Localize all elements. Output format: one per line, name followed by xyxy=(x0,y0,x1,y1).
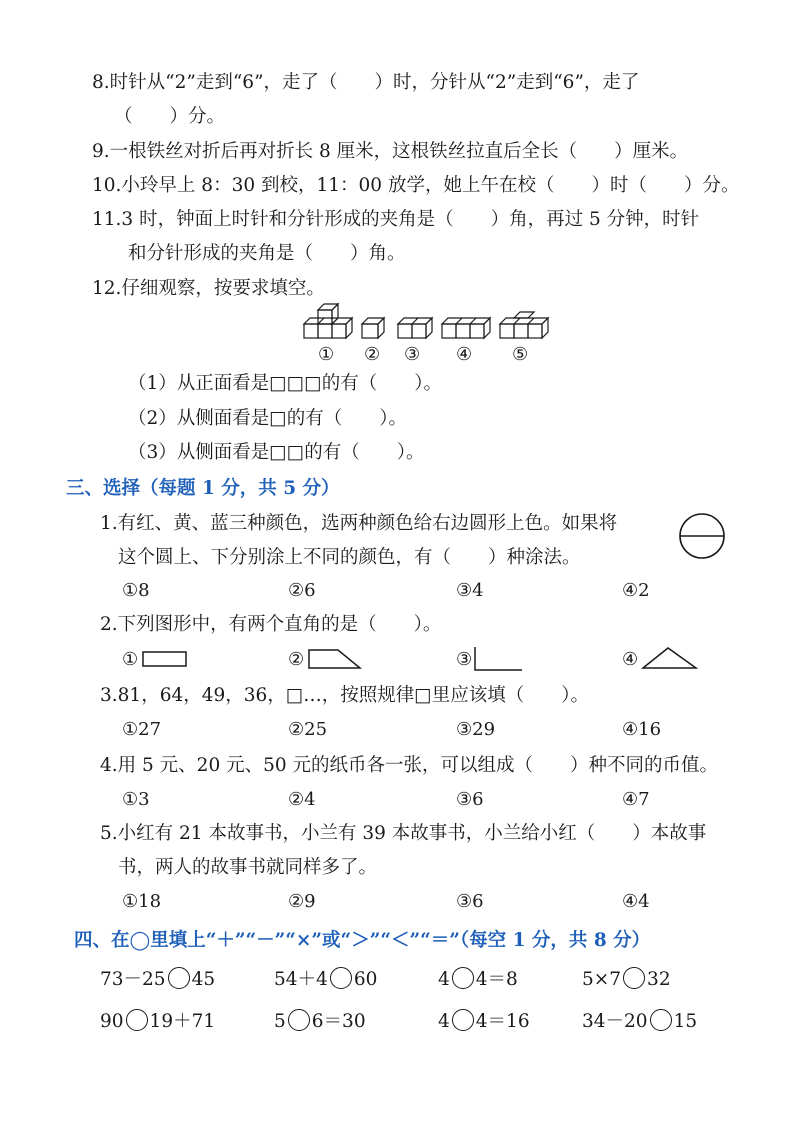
answer-circle[interactable] xyxy=(330,967,352,989)
compare-left: 34－20 xyxy=(582,1011,648,1032)
question-12-sub3: （3）从侧面看是□□的有（ ）。 xyxy=(128,442,425,463)
compare-left: 54＋4 xyxy=(274,969,328,990)
question-12: 12.仔细观察，按要求填空。 xyxy=(92,278,325,299)
choice-5-line1: 5.小红有 21 本故事书，小兰有 39 本故事书，小兰给小红（ ）本故事 xyxy=(100,823,707,844)
triangle-shape xyxy=(642,646,698,670)
choice-4-option-1: ①3 xyxy=(122,789,150,810)
compare-item xyxy=(274,1009,366,1035)
choice-2-option-4: ④ xyxy=(622,649,639,670)
choice-4-option-2: ②4 xyxy=(288,789,316,810)
cube-figure-2 xyxy=(362,318,384,338)
compare-left: 90 xyxy=(100,1011,124,1032)
choice-3: 3.81，64，49，36，□…，按照规律□里应该填（ ）。 xyxy=(100,685,590,706)
choice-2: 2.下列图形中，有两个直角的是（ ）。 xyxy=(100,614,442,635)
answer-circle[interactable] xyxy=(168,967,190,989)
compare-right: 4＝16 xyxy=(475,1011,530,1032)
choice-1-option-3: ③4 xyxy=(456,580,484,601)
compare-item xyxy=(438,1009,530,1035)
right-trapezoid-shape xyxy=(308,648,362,670)
choice-2-option-2: ② xyxy=(288,649,305,670)
choice-3-option-3: ③29 xyxy=(456,719,496,740)
compare-left: 5×7 xyxy=(582,969,622,990)
choice-1-option-2: ②6 xyxy=(288,580,316,601)
compare-item xyxy=(100,1009,215,1035)
compare-right: 6＝30 xyxy=(311,1011,366,1032)
cube-figure-3 xyxy=(398,318,432,338)
choice-2-option-3: ③ xyxy=(456,649,473,670)
compare-right: 45 xyxy=(191,969,216,990)
cube-label-1: ① xyxy=(318,344,335,365)
question-8-line2: （ ）分。 xyxy=(114,106,226,127)
choice-3-option-1: ①27 xyxy=(122,719,162,740)
compare-item xyxy=(582,967,671,993)
compare-right: 19＋71 xyxy=(149,1011,216,1032)
compare-left: 4 xyxy=(438,1011,450,1032)
compare-left: 73－25 xyxy=(100,969,166,990)
cube-label-2: ② xyxy=(364,344,381,365)
answer-circle[interactable] xyxy=(452,1009,474,1031)
cube-label-4: ④ xyxy=(456,344,473,365)
cube-figure-5 xyxy=(500,312,548,338)
cube-figure-1 xyxy=(304,304,352,338)
split-circle-figure xyxy=(678,512,726,560)
compare-left: 4 xyxy=(438,969,450,990)
compare-item xyxy=(274,967,377,993)
choice-4: 4.用 5 元、20 元、50 元的纸币各一张，可以组成（ ）种不同的币值。 xyxy=(100,755,719,776)
compare-right: 4＝8 xyxy=(475,969,518,990)
choice-5-line2: 书，两人的故事书就同样多了。 xyxy=(118,857,378,878)
choice-5-option-4: ④4 xyxy=(622,891,650,912)
section-4-title: 四、在◯里填上“＋”“－”“×”或“＞”“＜”“＝”（每空 1 分，共 8 分） xyxy=(74,930,651,951)
compare-item xyxy=(100,967,215,993)
question-12-sub1: （1）从正面看是□□□的有（ ）。 xyxy=(128,373,442,394)
answer-circle[interactable] xyxy=(452,967,474,989)
answer-circle[interactable] xyxy=(126,1009,148,1031)
compare-item xyxy=(582,1009,697,1035)
compare-left: 5 xyxy=(274,1011,286,1032)
section-3-title: 三、选择（每题 1 分，共 5 分） xyxy=(66,478,340,499)
choice-1-line2: 这个圆上、下分别涂上不同的颜色，有（ ）种涂法。 xyxy=(118,547,581,568)
compare-item xyxy=(438,967,518,993)
answer-circle[interactable] xyxy=(650,1009,672,1031)
cube-figure-4 xyxy=(442,318,490,338)
right-angle-shape xyxy=(474,646,524,672)
choice-3-option-2: ②25 xyxy=(288,719,328,740)
compare-right: 15 xyxy=(673,1011,698,1032)
choice-4-option-3: ③6 xyxy=(456,789,484,810)
compare-right: 60 xyxy=(353,969,378,990)
question-12-sub2: （2）从侧面看是□的有（ ）。 xyxy=(128,408,408,429)
choice-2-option-1: ① xyxy=(122,649,139,670)
answer-circle[interactable] xyxy=(623,967,645,989)
answer-circle[interactable] xyxy=(288,1009,310,1031)
question-11-line1: 11.3 时，钟面上时针和分针形成的夹角是（ ）角，再过 5 分钟，时针 xyxy=(92,209,700,230)
question-10: 10.小玲早上 8：30 到校，11：00 放学，她上午在校（ ）时（ ）分。 xyxy=(92,175,740,196)
choice-5-option-2: ②9 xyxy=(288,891,316,912)
choice-5-option-1: ①18 xyxy=(122,891,162,912)
compare-right: 32 xyxy=(647,969,671,990)
cube-label-3: ③ xyxy=(404,344,421,365)
cube-label-5: ⑤ xyxy=(512,344,529,365)
rectangle-shape xyxy=(142,650,188,668)
question-11-line2: 和分针形成的夹角是（ ）角。 xyxy=(128,243,406,264)
choice-3-option-4: ④16 xyxy=(622,719,662,740)
choice-1-line1: 1.有红、黄、蓝三种颜色，选两种颜色给右边圆形上色。如果将 xyxy=(100,513,618,534)
choice-1-option-1: ①8 xyxy=(122,580,150,601)
question-9: 9.一根铁丝对折后再对折长 8 厘米，这根铁丝拉直后全长（ ）厘米。 xyxy=(92,141,689,162)
question-8-line1: 8.时针从“2”走到“6”，走了（ ）时，分针从“2”走到“6”，走了 xyxy=(92,72,640,93)
choice-1-option-4: ④2 xyxy=(622,580,650,601)
choice-4-option-4: ④7 xyxy=(622,789,650,810)
choice-5-option-3: ③6 xyxy=(456,891,484,912)
